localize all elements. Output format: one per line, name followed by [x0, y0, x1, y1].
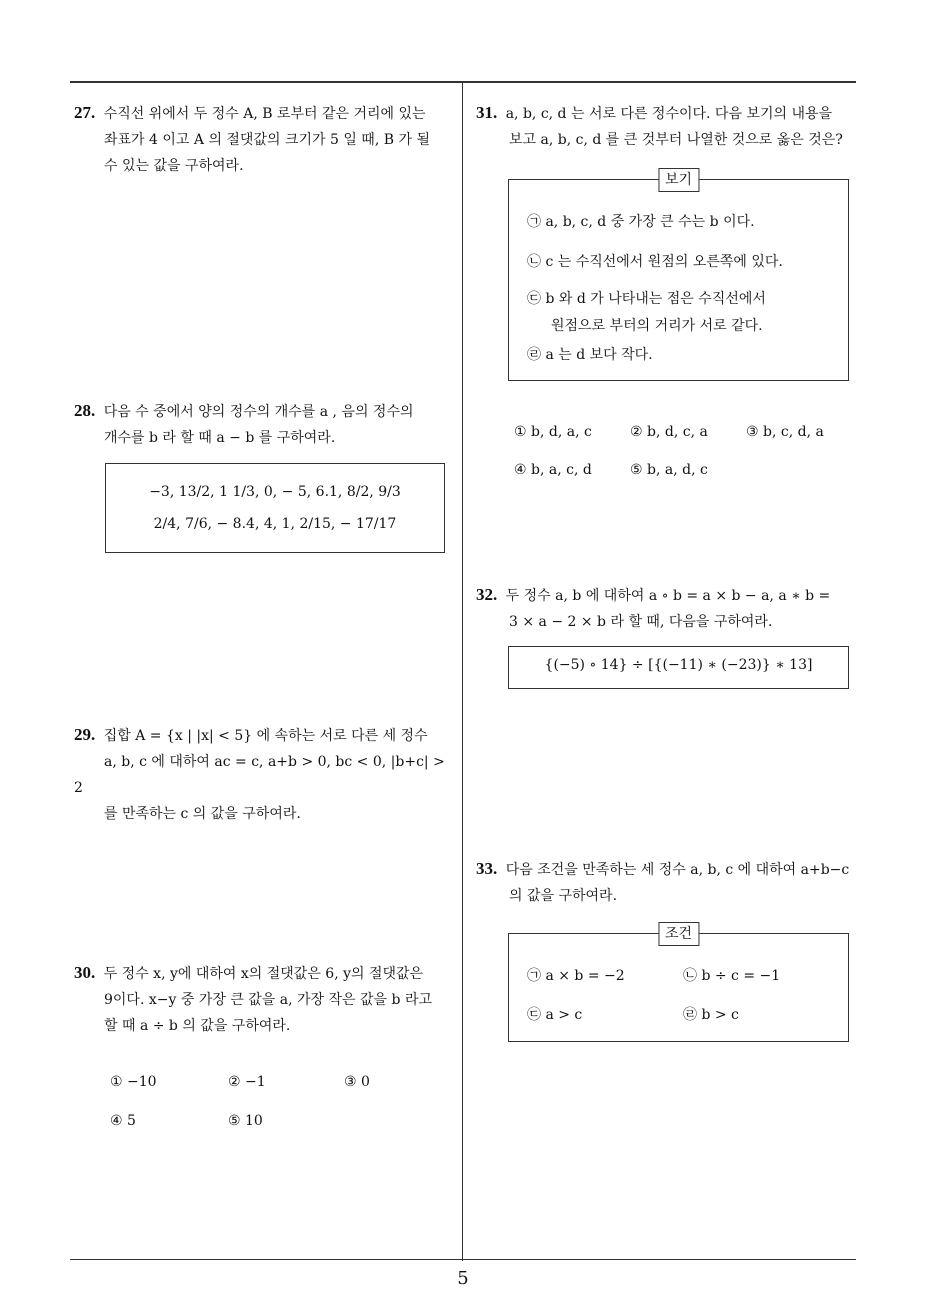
bogi-box — [508, 172, 849, 381]
problem-text-line: 다음 수 중에서 양의 정수의 개수를 a , 음의 정수의 — [103, 404, 414, 420]
problem-27 — [74, 100, 456, 179]
option-2[interactable]: ② −1 — [228, 1074, 266, 1090]
problem-number: 32. — [476, 585, 498, 604]
problem-29 — [74, 722, 456, 827]
expression-box — [508, 646, 849, 689]
numbers-box — [105, 463, 445, 553]
option-3[interactable]: ③ 0 — [344, 1074, 370, 1090]
problem-text-line: a, b, c, d 는 서로 다른 정수이다. 다음 보기의 내용을 — [505, 106, 833, 122]
problem-text-line: 집합 A = {x | |x| < 5} 에 속하는 서로 다른 세 정수 — [103, 728, 428, 744]
problem-text-line: 개수를 b 라 할 때 a − b 를 구하여라. — [104, 430, 336, 446]
problem-text-line: 를 만족하는 c 의 값을 구하여라. — [104, 806, 301, 822]
bogi-item: ㉡ c 는 수직선에서 원점의 오른쪽에 있다. — [527, 254, 783, 270]
bogi-item: ㉣ a 는 d 보다 작다. — [527, 347, 653, 363]
problem-33 — [476, 856, 861, 909]
expression: {(−5) ∘ 14} ÷ [{(−11) ∗ (−23)} ∗ 13] — [544, 657, 813, 673]
bogi-item: ㉢ b 와 d 가 나타내는 점은 수직선에서 — [527, 291, 766, 307]
problem-number: 27. — [74, 103, 96, 122]
problem-text-line: 좌표가 4 이고 A 의 절댓값의 크기가 5 일 때, B 가 될 — [104, 132, 430, 148]
problem-number: 30. — [74, 963, 96, 982]
column-divider — [462, 81, 463, 1261]
problem-28 — [74, 398, 456, 451]
problem-text-line: 다음 조건을 만족하는 세 정수 a, b, c 에 대하여 a+b−c — [505, 862, 850, 878]
problem-text-line: 3 × a − 2 × b 라 할 때, 다음을 구하여라. — [509, 614, 773, 630]
problem-text-line: 두 정수 a, b 에 대하여 a ∘ b = a × b − a, a ∗ b = — [505, 588, 831, 604]
option-1[interactable]: ① −10 — [110, 1074, 157, 1090]
problem-text-line: 9이다. x−y 중 가장 큰 값을 a, 가장 작은 값을 b 라고 — [104, 992, 432, 1008]
problem-text-line: 보고 a, b, c, d 를 큰 것부터 나열한 것으로 옳은 것은? — [509, 132, 843, 148]
option-5[interactable]: ⑤ 10 — [228, 1113, 263, 1129]
page-number: 5 — [457, 1268, 469, 1289]
problem-text-line: 두 정수 x, y에 대하여 x의 절댓값은 6, y의 절댓값은 — [103, 966, 424, 982]
top-rule — [70, 81, 856, 83]
problem-text-line: 수 있는 값을 구하여라. — [104, 158, 244, 174]
condition-item: ㉠ a × b = −2 — [527, 968, 625, 984]
bogi-title: 보기 — [658, 168, 699, 192]
condition-title: 조건 — [658, 922, 699, 946]
condition-item: ㉢ a > c — [527, 1007, 583, 1023]
option-3[interactable]: ③ b, c, d, a — [746, 424, 824, 440]
condition-item: ㉡ b ÷ c = −1 — [683, 968, 781, 984]
problem-number: 31. — [476, 103, 498, 122]
option-4[interactable]: ④ b, a, c, d — [514, 462, 592, 478]
problem-text-line: 수직선 위에서 두 정수 A, B 로부터 같은 거리에 있는 — [103, 106, 426, 122]
problem-text-line: 의 값을 구하여라. — [509, 888, 618, 904]
problem-number: 28. — [74, 401, 96, 420]
problem-32 — [476, 582, 861, 635]
option-2[interactable]: ② b, d, c, a — [630, 424, 708, 440]
problem-30 — [74, 960, 456, 1039]
problem-text-line: a, b, c 에 대하여 ac = c, a+b > 0, bc < 0, |b+c| > 2 — [74, 754, 445, 796]
condition-box — [508, 926, 849, 1042]
numbers-line-1: −3, 13/2, 1 1/3, 0, − 5, 6.1, 8/2, 9/3 — [149, 484, 401, 500]
problem-text-line: 할 때 a ÷ b 의 값을 구하여라. — [104, 1018, 291, 1034]
option-5[interactable]: ⑤ b, a, d, c — [630, 462, 708, 478]
option-4[interactable]: ④ 5 — [110, 1113, 136, 1129]
bottom-rule — [70, 1259, 856, 1260]
numbers-line-2: 2/4, 7/6, − 8.4, 4, 1, 2/15, − 17/17 — [153, 516, 397, 532]
problem-number: 29. — [74, 725, 96, 744]
bogi-item: ㉠ a, b, c, d 중 가장 큰 수는 b 이다. — [527, 214, 755, 230]
option-1[interactable]: ① b, d, a, c — [514, 424, 592, 440]
problem-31 — [476, 100, 861, 153]
problem-number: 33. — [476, 859, 498, 878]
bogi-item: 원점으로 부터의 거리가 서로 같다. — [551, 318, 763, 334]
condition-item: ㉣ b > c — [683, 1007, 739, 1023]
